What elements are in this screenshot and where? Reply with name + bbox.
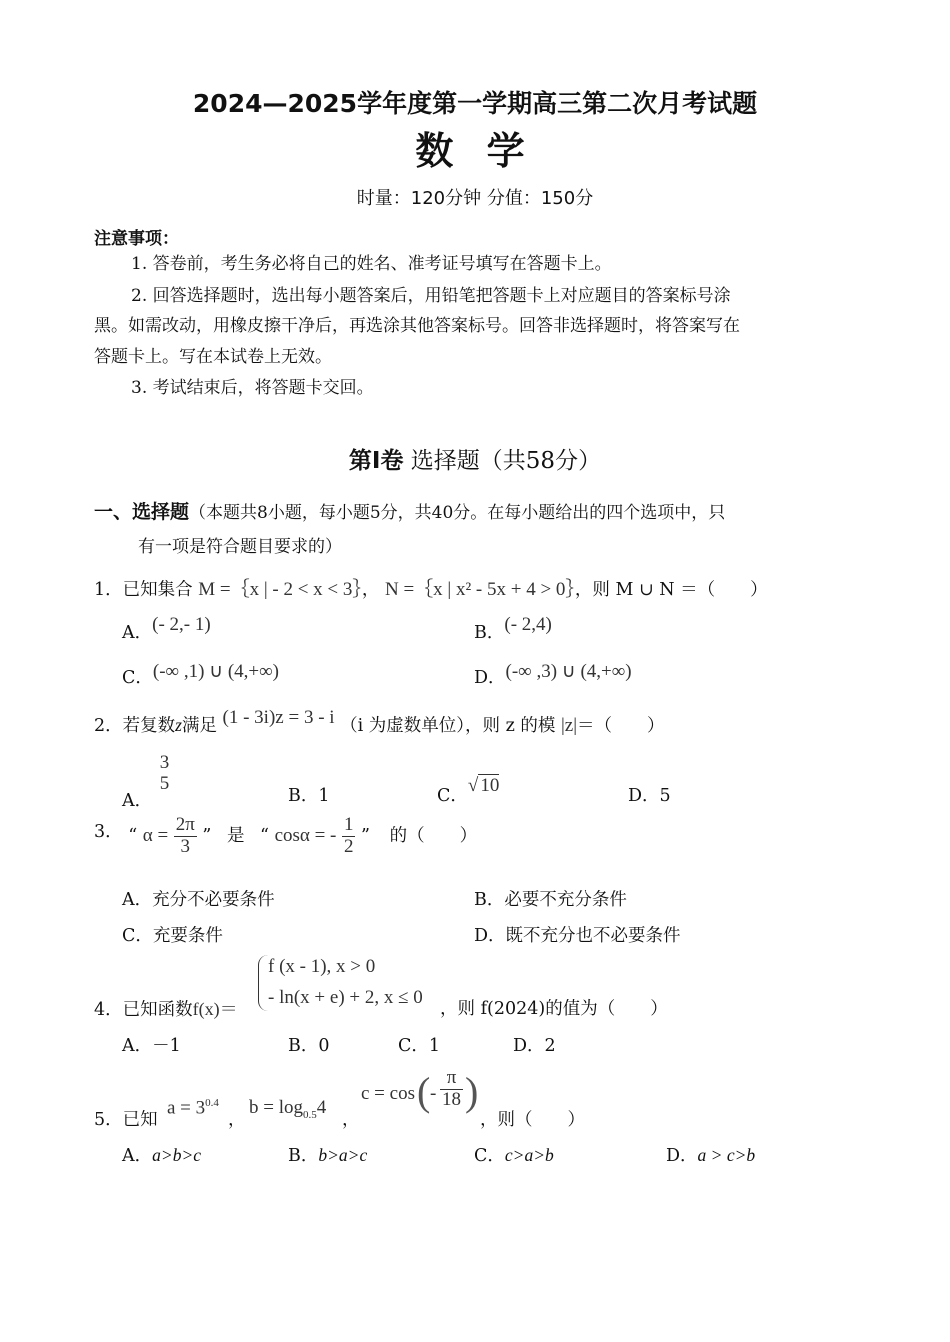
q2-z: z [175, 715, 182, 735]
q3-option-a: A．充分不必要条件 [122, 890, 275, 910]
q5-comma2: ， [342, 1110, 360, 1130]
q5-comma1: ， [228, 1110, 246, 1130]
q2-modulus: |z| [560, 715, 578, 736]
q2-a-den: 5 [159, 772, 170, 794]
q5-c-fraction [440, 1068, 463, 1111]
q2-d-label: D． [628, 786, 660, 806]
q3-alpha: α = [142, 824, 169, 846]
q3-tail: 的（ ） [389, 825, 478, 846]
q3-quote-open: “ [128, 825, 138, 846]
time-info: 时量：120分钟 分值：150分 [356, 188, 594, 209]
q5-b [249, 1097, 326, 1121]
part1-line1 [94, 497, 725, 524]
q5-c-paren-left: ( [417, 1069, 431, 1114]
q1-d-label: D． [474, 668, 506, 688]
q3-frac-cos [342, 815, 356, 858]
q1-a-value: (- 2,- 1) [152, 614, 211, 635]
q4-case2: - ln(x + e) + 2, x ≤ 0 [268, 987, 423, 1008]
q4-option-d: D．2 [513, 1036, 556, 1056]
q2-a-label: A． [122, 791, 153, 812]
q2-a-fraction [158, 753, 172, 795]
notice-heading: 注意事项： [94, 229, 179, 249]
q5-c-cos: c = cos [361, 1083, 415, 1104]
q1-option-b [474, 614, 552, 644]
q4-tail: ，则 f(2024)的值为（ ） [440, 999, 668, 1019]
q3-quote-close2: ” [361, 825, 370, 846]
q5-b-base: 0.5 [303, 1108, 317, 1121]
section-title-bold: 第Ⅰ卷 [348, 448, 404, 474]
part1-desc1: （本题共8小题，每小题5分，共40分。在每小题给出的四个选项中，只 [189, 503, 726, 523]
q5-c-label: C． [474, 1146, 505, 1166]
q2-tail: ＝（ ） [577, 716, 665, 736]
q1-b-label: B． [474, 623, 505, 643]
q2-c-label: C． [437, 786, 468, 806]
q1-a-label: A． [122, 623, 153, 643]
notice-item-3: 3. 考试结束后，将答题卡交回。 [131, 378, 374, 398]
q2-text1: 满足 [181, 716, 217, 736]
q2-c-value: √ 10 [467, 775, 500, 796]
q3-stem [94, 815, 477, 858]
q2-b-label: B． [288, 786, 319, 806]
q1-set-m: M =｛x | - 2 < x < 3｝ [198, 579, 362, 600]
q4-num-line [94, 995, 238, 1021]
q1-stem [94, 574, 768, 601]
q5-b-label: B． [288, 1146, 319, 1166]
q3-cos: cosα = - [274, 824, 337, 846]
q5-option-a [122, 1142, 201, 1167]
q4-fx: f(x)＝ [192, 999, 238, 1019]
q5-tail: ，则（ ） [480, 1110, 585, 1130]
q2-c-radicand: 10 [480, 775, 500, 796]
q2-option-c [437, 775, 500, 807]
section-title [0, 442, 950, 475]
q5-c-minus: - [430, 1083, 437, 1104]
q5-num: 5．已知 [94, 1110, 158, 1130]
q4-option-c: C．1 [398, 1036, 441, 1056]
q5-b-log: b = log [249, 1097, 303, 1118]
subject-title: 数 学 [415, 128, 535, 173]
q1-sep: ， [361, 580, 380, 600]
q3-shi: 是 [226, 825, 245, 846]
part1-heading: 一、选择题 [94, 501, 190, 523]
q5-option-d [666, 1142, 755, 1167]
notice-item-2-cont: 黑。如需改动，用橡皮擦干净后，再选涂其他答案标号。回答非选择题时，将答案写在 [94, 316, 740, 336]
q1-option-c [122, 661, 279, 689]
q2-text2: （i 为虚数单位），则 z 的模 [340, 716, 556, 736]
q3-frac-cos-num: 1 [343, 814, 354, 835]
q5-a-value: a>b>c [152, 1145, 202, 1165]
q1-set-n: N =｛x | x² - 5x + 4 > 0｝ [384, 579, 575, 600]
q5-b-arg: 4 [316, 1097, 327, 1118]
q3-option-b: B．必要不充分条件 [474, 890, 627, 910]
part1-desc2: 有一项是符合题目要求的） [138, 537, 342, 557]
q5-option-c [474, 1142, 554, 1167]
notice-item-2: 2. 回答选择题时，选出每小题答案后，用铅笔把答题卡上对应题目的答案标号涂 [131, 286, 731, 306]
q5-a-exp: 0.4 [205, 1097, 219, 1109]
q3-option-c: C．充要条件 [122, 926, 223, 946]
notice-item-1: 1. 答卷前，考生务必将自己的姓名、准考证号填写在答题卡上。 [131, 254, 612, 274]
q1-num: 1．已知集合 [94, 580, 193, 600]
notice-item-2-end: 答题卡上。写在本试卷上无效。 [94, 347, 332, 367]
q3-frac-alpha [174, 815, 197, 858]
q1-b-value: (- 2,4) [504, 614, 552, 635]
q2-d-value: 5 [659, 786, 671, 806]
q5-option-b [288, 1142, 367, 1167]
q5-a-label: A． [122, 1146, 153, 1166]
q4-num: 4．已知函数 [94, 1000, 193, 1020]
q3-frac-alpha-num: 2π [175, 814, 195, 835]
q2-option-d [628, 782, 671, 807]
section-title-rest: 选择题（共58分） [410, 448, 602, 474]
q2-equation: (1 - 3i)z = 3 - i [222, 707, 335, 728]
q1-tail: ，则 M ∪ N ＝（ ） [574, 580, 768, 600]
q2-stem [94, 707, 665, 737]
q2-a-num: 3 [159, 752, 170, 773]
q2-option-a [122, 752, 171, 812]
q5-d-value: a > c>b [697, 1145, 756, 1165]
q3-num: 3． [94, 821, 123, 842]
q1-c-value: (-∞ ,1) ∪ (4,+∞) [152, 661, 279, 682]
q2-num: 2．若复数 [94, 716, 176, 736]
q3-quote-open2: “ [260, 825, 269, 846]
q4-option-a: A．－1 [122, 1036, 181, 1056]
q5-c-value: c>a>b [504, 1145, 554, 1165]
q3-frac-cos-den: 2 [343, 835, 354, 857]
q5-a [167, 1097, 219, 1119]
q5-b-value: b>a>c [318, 1145, 368, 1165]
q2-option-b [288, 782, 330, 807]
q3-quote-close: ” [202, 825, 212, 846]
q5-c-den: 18 [442, 1088, 461, 1110]
q5-a-base: a = 3 [167, 1097, 206, 1119]
q4-option-b: B．0 [288, 1036, 330, 1056]
q5-c-num: π [440, 1068, 463, 1090]
q5-c-paren-right: ) [465, 1069, 479, 1114]
q1-option-a [122, 614, 211, 644]
q1-d-value: (-∞ ,3) ∪ (4,+∞) [505, 661, 632, 682]
exam-title: 2024—2025学年度第一学期高三第二次月考试题 [192, 89, 758, 118]
q1-option-d [474, 661, 632, 689]
q3-option-d: D．既不充分也不必要条件 [474, 926, 681, 946]
q5-d-label: D． [666, 1146, 698, 1166]
q4-case1: f (x - 1), x > 0 [268, 956, 376, 977]
q3-frac-alpha-den: 3 [180, 835, 191, 857]
q2-b-value: 1 [318, 786, 330, 806]
q1-c-label: C． [122, 668, 153, 688]
